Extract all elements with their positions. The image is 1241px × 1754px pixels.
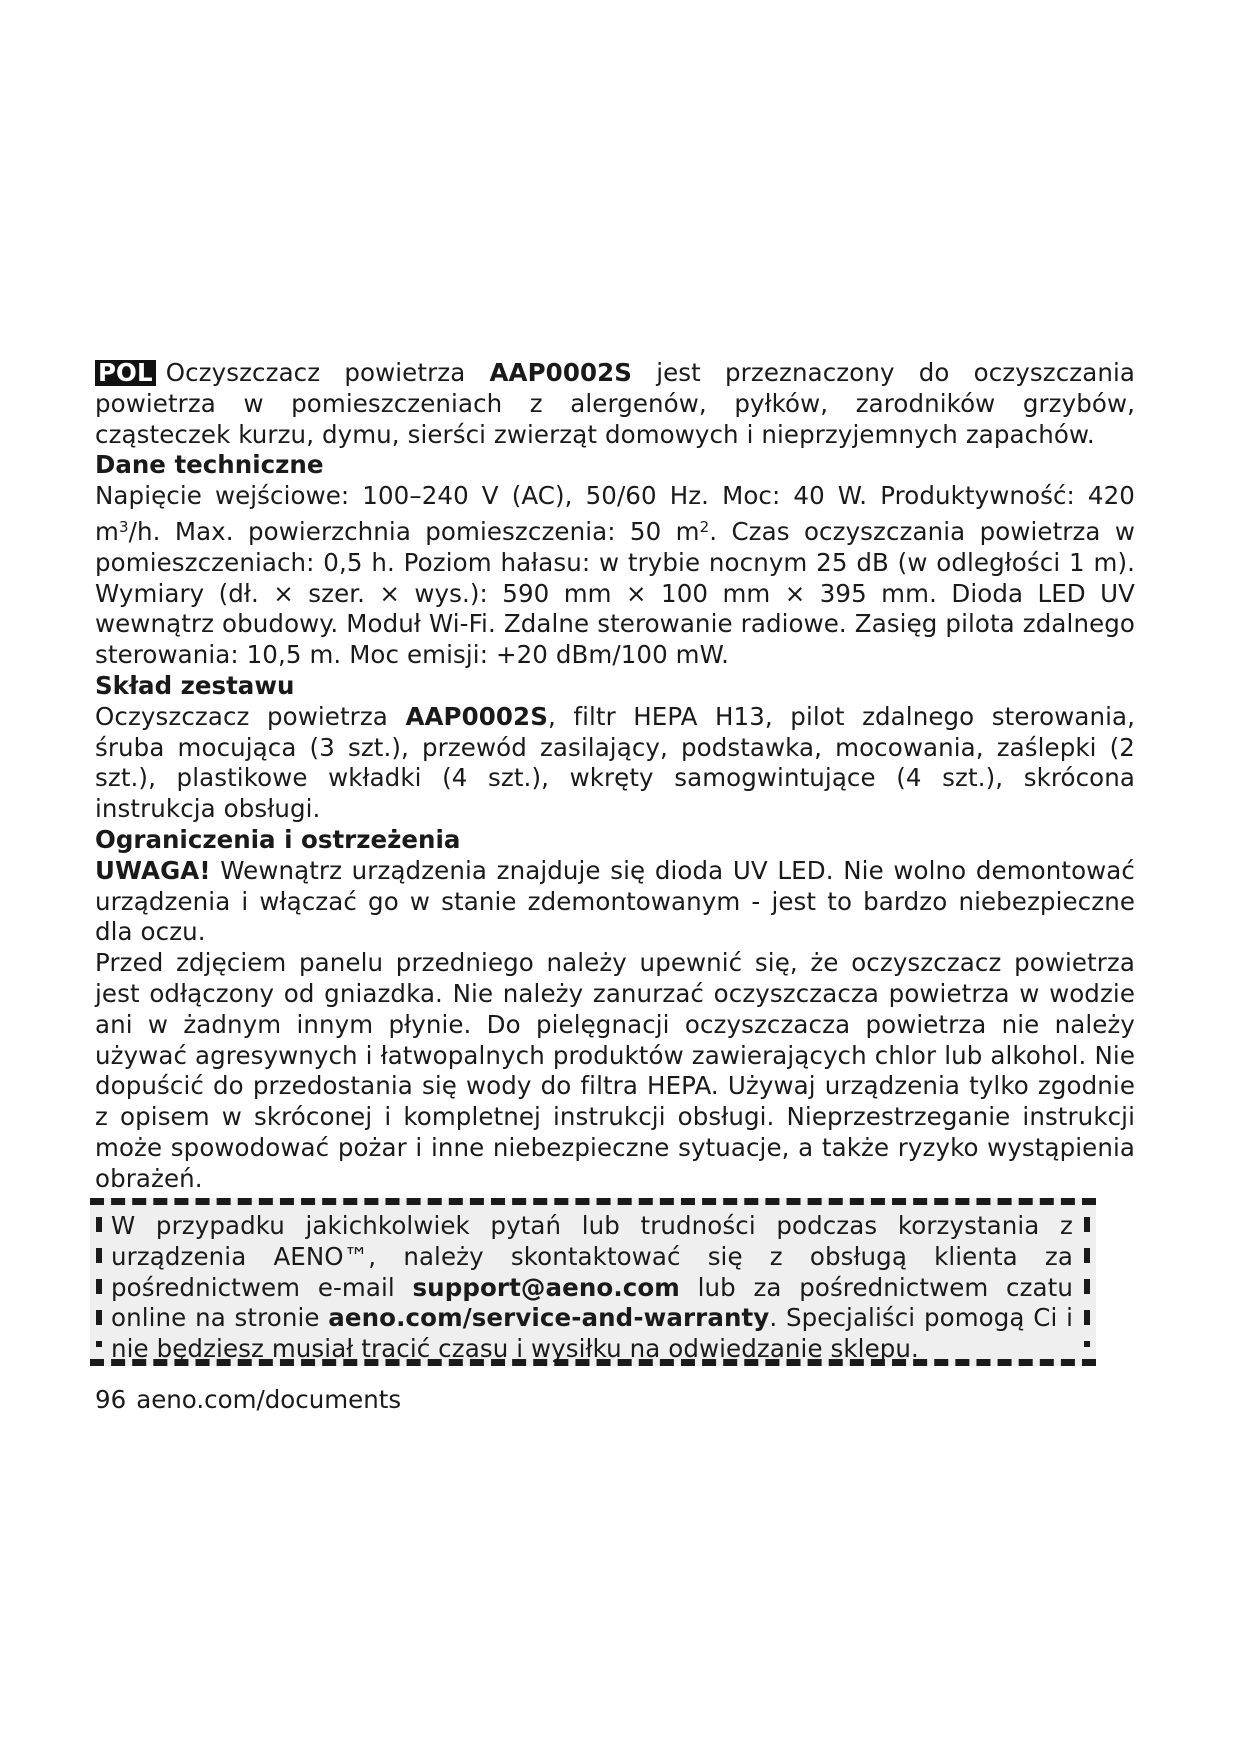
dashed-border-left: [96, 1217, 102, 1347]
tech-part2: /h. Max. powierzchnia pomieszczenia: 50 m: [128, 516, 700, 546]
intro-paragraph: [95, 358, 1135, 450]
language-badge: POL: [95, 360, 156, 386]
kit-paragraph: [95, 702, 1135, 825]
warnings-heading: Ograniczenia i ostrzeżenia: [95, 824, 461, 854]
documents-url[interactable]: aeno.com/documents: [136, 1385, 402, 1414]
notice-text-2: lub za pośrednictwem czatu online na stronie: [111, 1272, 1073, 1333]
kit-heading: Skład zestawu: [95, 670, 295, 700]
tech-heading: Dane techniczne: [95, 450, 324, 480]
manual-page: [95, 358, 1135, 1195]
intro-model: AAP0002S: [489, 358, 633, 387]
support-notice-box: [90, 1198, 1096, 1366]
tech-part3: . Czas oczyszczania powietrza w pomieszczeniach: 0,5 h. Poziom hałasu: w trybie nocnym 25 dB (w odległości 1 m). Wymiary (dł. × szer. × wys.): 590 mm × 100 mm × 395 mm. Dioda LED UV wewnątrz obudowy. Moduł Wi-Fi. Zdalne sterowanie radiowe. Zasięg pilota zdalnego sterowania: 10,5 m. Moc emisji: +20 dBm/100 mW.: [95, 516, 1135, 670]
support-notice-text: [111, 1211, 1073, 1365]
kit-text-before: Oczyszczacz powietrza: [95, 701, 406, 731]
tech-sup1: 3: [118, 517, 129, 536]
tech-sup2: 2: [699, 517, 710, 536]
kit-model: AAP0002S: [405, 701, 548, 731]
intro-text-before: Oczyszczacz powietrza: [165, 358, 490, 387]
warning-paragraph-2: Przed zdjęciem panelu przedniego należy upewnić się, że oczyszczacz powietrza jest odłączony od gniazdka. Nie należy zanurzać oczyszczacza powietrza w wodzie ani w żadnym innym płynie. Do pielęgnacji oczyszczacza powietrza nie należy używać agresywnych i łatwopalnych produktów zawierających chlor lub alkohol. Nie dopuścić do przedostania się wody do filtra HEPA. Używaj urządzenia tylko zgodnie z opisem w skróconej i kompletnej instrukcji obsługi. Nieprzestrzeganie instrukcji może spowodować pożar i inne niebezpieczne sytuacje, a także ryzyko wystąpienia obrażeń.: [95, 948, 1135, 1193]
support-email-link[interactable]: support@aeno.com: [412, 1272, 680, 1302]
dashed-border-right: [1084, 1217, 1090, 1347]
tech-part1: Napięcie wejściowe: 100–240 V (AC), 50/60 Hz. Moc: 40 W. Produktywność: 420 m: [95, 481, 1135, 546]
tech-paragraph: [95, 481, 1135, 671]
page-number: 96: [95, 1385, 127, 1414]
notice-text-1: W przypadku jakichkolwiek pytań lub trudności podczas korzystania z urządzenia AENO™, należy skontaktować się z obsługą klienta za pośrednictwem e-mail: [111, 1211, 1073, 1302]
service-warranty-link[interactable]: aeno.com/service-and-warranty: [328, 1303, 770, 1333]
kit-text-after: , filtr HEPA H13, pilot zdalnego sterowania, śruba mocująca (3 szt.), przewód zasilający, podstawka, mocowania, zaślepki (2 szt.), plastikowe wkładki (4 szt.), wkręty samogwintujące (4 szt.), skrócona instrukcja obsługi.: [95, 701, 1136, 824]
uwaga-label: UWAGA!: [95, 855, 211, 885]
warning-paragraph: [95, 856, 1135, 948]
page-footer: [95, 1385, 411, 1415]
notice-text-3: . Specjaliści pomogą Ci i nie będziesz musiał tracić czasu i wysiłku na odwiedzanie sklepu.: [111, 1303, 1073, 1364]
intro-text-after: jest przeznaczony do oczyszczania powietrza w pomieszczeniach z alergenów, pyłków, zarodników grzybów, cząsteczek kurzu, dymu, sierści zwierząt domowych i nieprzyjemnych zapachów.: [95, 358, 1135, 449]
uwaga-text: Wewnątrz urządzenia znajduje się dioda UV LED. Nie wolno demontować urządzenia i włączać go w stanie zdemontowanym - jest to bardzo niebezpieczne dla oczu.: [95, 855, 1135, 947]
